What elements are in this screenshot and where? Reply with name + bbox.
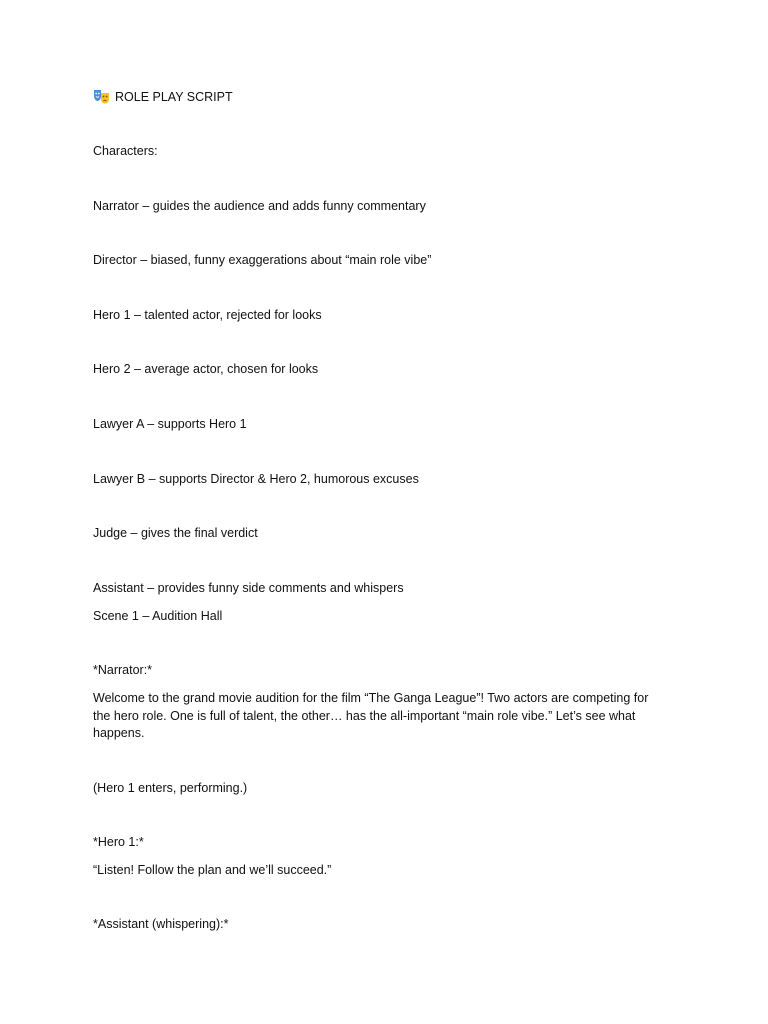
document-title (93, 89, 233, 107)
dialogue-text-narrator: Welcome to the grand movie audition for the film “The Ganga League”! Two actors are competing for the hero role. One is full of talent, the other… has the all-important “main role vibe.” Let’s see what happens. (93, 691, 649, 740)
speaker-label-narrator: *Narrator:* (93, 663, 153, 677)
character-item-hero-1: Hero 1 – talented actor, rejected for looks (93, 308, 322, 322)
character-item-narrator: Narrator – guides the audience and adds funny commentary (93, 199, 426, 213)
speaker-label-assistant: *Assistant (whispering):* (93, 917, 229, 931)
character-item-director: Director – biased, funny exaggerations about “main role vibe” (93, 253, 432, 267)
stage-direction: (Hero 1 enters, performing.) (93, 781, 248, 795)
character-item-lawyer-b: Lawyer B – supports Director & Hero 2, humorous excuses (93, 472, 419, 486)
title-text: ROLE PLAY SCRIPT (115, 90, 233, 104)
dialogue-text-hero-1: “Listen! Follow the plan and we’ll succeed.” (93, 863, 332, 877)
character-item-hero-2: Hero 2 – average actor, chosen for looks (93, 362, 319, 376)
character-item-lawyer-a: Lawyer A – supports Hero 1 (93, 417, 247, 431)
theater-masks-icon (93, 89, 110, 104)
characters-heading: Characters: (93, 144, 158, 158)
speaker-label-hero-1: *Hero 1:* (93, 835, 144, 849)
character-item-assistant: Assistant – provides funny side comments and whispers (93, 581, 404, 595)
character-item-judge: Judge – gives the final verdict (93, 526, 258, 540)
scene-heading: Scene 1 – Audition Hall (93, 609, 223, 623)
